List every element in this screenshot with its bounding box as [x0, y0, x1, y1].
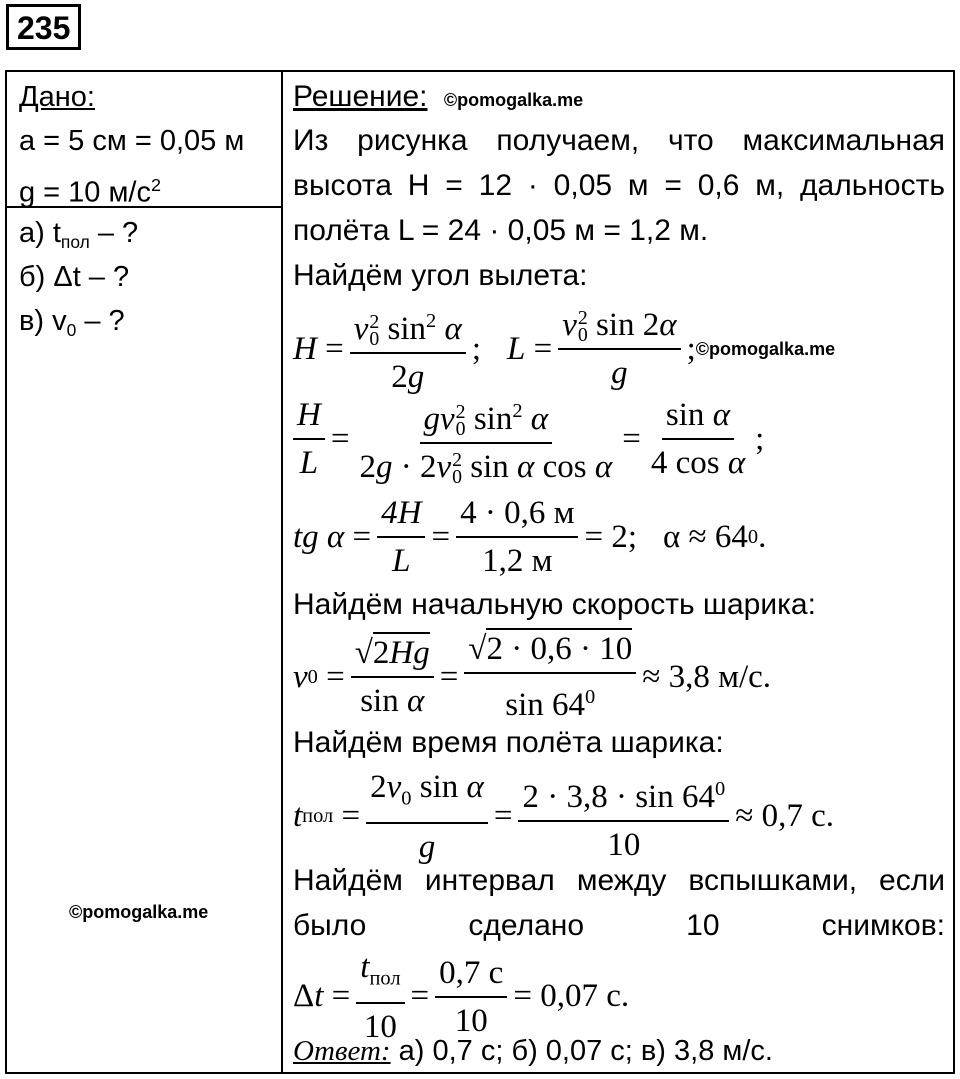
answer-line — [293, 1034, 773, 1068]
formula-tg: tg α = $\frac{4H}{L}$ = $\frac{4 \cdot 0,6 м}{1,2 м}$ = 2; α ≈ 64 0 . — [293, 492, 766, 582]
find-delta-t: б) Δt – ? — [19, 261, 130, 293]
given-a: a = 5 см = 0,05 м — [19, 125, 245, 157]
solution-header: Решение: — [293, 80, 428, 113]
interval-paragraph: Найдём интервал между вспышками, если было сделано 10 снимков: — [293, 864, 945, 942]
time-heading: Найдём время полёта шарика: — [293, 726, 724, 759]
watermark: ©pomogalka.me — [69, 902, 209, 922]
speed-heading: Найдём начальную скорость шарика: — [293, 588, 816, 621]
formula-v0: v 0 = $\frac{√2Hg}{\text{sin α}}$ = $\frac{√2 \cdot 0,6 \cdot 10}{\sin 64^0}$ ≈ 3,8 м/с. — [293, 628, 771, 726]
solution-table — [5, 70, 955, 1074]
given-g: g = 10 $м/с^2$ — [19, 175, 161, 209]
formula-delta-t: Δ t = $\frac{t_{пол}}{10}$ = $\frac{0,7 с}{10}$ = 0,07 с. — [293, 946, 629, 1048]
answer-label: Ответ: — [293, 1035, 391, 1067]
solution-column — [285, 72, 953, 1072]
angle-heading: Найдём угол вылета: — [293, 259, 588, 292]
given-header: Дано: — [19, 81, 95, 113]
formula-H-L: H = v 2 0 $\sin^2 \alpha$ 2g ; L = v 2 0 sin 2α g ; ©pomogalka.me — [293, 300, 835, 398]
answer-text: а) 0,7 с; б) 0,07 с; в) 3,8 м/с. — [390, 1035, 773, 1067]
solution-header-row — [293, 80, 583, 114]
formula-ratio: $\frac{H}{L}$ = gv 2 0 $\sin^2 \alpha$ 2g · 2v 2 0 sin α cos α = $\frac{\text{sin α}}{\text{4 cos α}}$ ; — [293, 390, 764, 488]
given-column — [7, 72, 283, 1072]
watermark: ©pomogalka.me — [695, 338, 836, 359]
problem-number: 235 — [6, 4, 81, 50]
watermark: ©pomogalka.me — [443, 90, 584, 110]
find-v0: в) $v_0$ – ? — [19, 305, 125, 341]
given-block — [7, 72, 281, 208]
formula-t-flight: t пол = $\frac{2v_0 \sin \alpha}{g}$ = $\frac{2 \cdot 3,8 \cdot \sin 64^0}{10}$ ≈ 0,7 с. — [293, 766, 834, 868]
find-t-flight: а) $t_{пол}$ – ? — [19, 217, 139, 253]
given-derivation: Из рисунка получаем, что максимальная высота H = 12 · 0,05 м = 0,6 м, дальность полёта L = 24 · 0,05 м = 1,2 м. — [293, 124, 945, 247]
